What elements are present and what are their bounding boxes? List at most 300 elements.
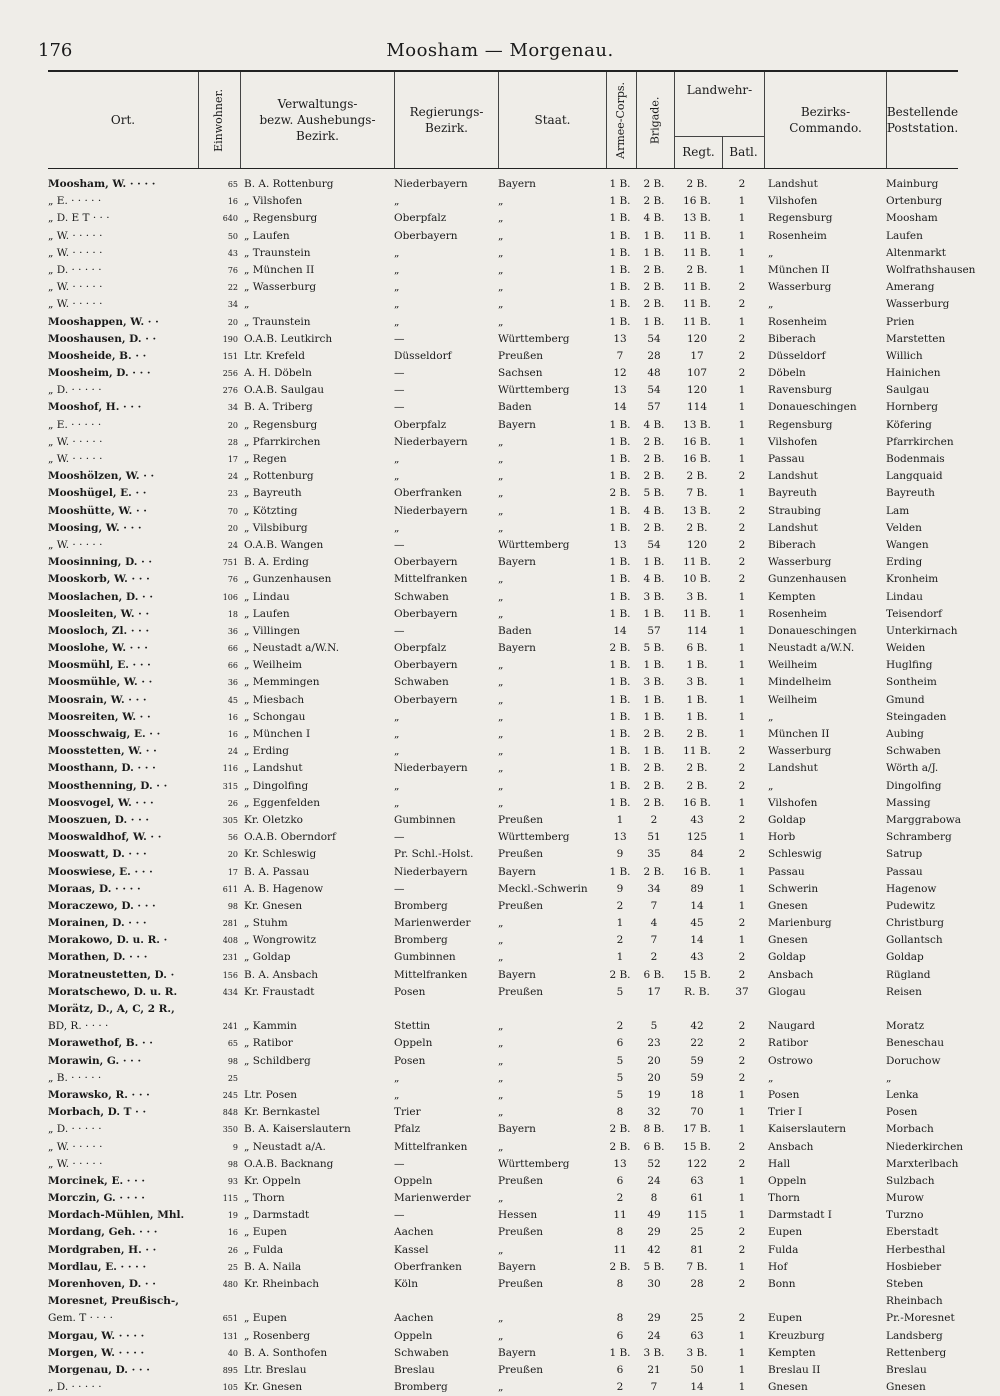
cell-batl: 1 [738,882,746,895]
cell-regt: 13 B. [683,418,711,431]
table-row [48,399,958,416]
cell-reg: Oberbayern [394,556,458,569]
cell-batl: 1 [738,710,746,723]
cell-regt: 2 B. [686,779,708,792]
cell-staat: „ [498,762,504,775]
cell-verw: „ [244,298,250,311]
cell-regt: 16 B. [683,865,711,878]
cell-post: Massing [886,796,931,809]
cell-staat: „ [498,796,504,809]
cell-ew: 70 [227,506,238,516]
cell-reg: — [394,332,405,345]
cell-ew: 116 [222,764,238,774]
cell-bez: Düsseldorf [768,349,826,362]
cell-ak: 13 [613,538,627,551]
cell-post: Steben [886,1278,924,1290]
cell-verw: „ Vilsbiburg [244,521,308,534]
table-row [48,228,958,245]
cell-ak: 2 B. [609,1123,631,1136]
cell-ak: 1 B. [609,659,631,672]
table-row [48,314,958,331]
cell-ak: 13 [613,384,627,397]
cell-ak: 14 [613,624,627,637]
cell-staat: „ [498,246,504,259]
cell-bez: Hof [768,1260,788,1273]
cell-reg: Aachen [394,1312,434,1325]
cell-ak: 8 [616,1312,624,1325]
cell-ort: „ D. · · · · · [48,384,102,397]
cell-verw: „ Eupen [244,1312,287,1325]
cell-regt: 115 [686,1209,708,1222]
table-row [48,520,958,537]
cell-ak: 2 [616,1192,624,1205]
cell-ort: Moosinning, D. · · [48,556,153,569]
cell-brig: 4 B. [643,418,665,431]
cell-ort: Moosing, W. · · · [48,521,142,534]
cell-regt: 7 B. [686,487,708,500]
cell-brig: 4 B. [643,573,665,586]
cell-ort: Moosreiten, W. · · [48,710,151,723]
cell-ort: Moosstetten, W. · · [48,745,157,758]
cell-ew: 34 [227,403,238,413]
cell-regt: 11 B. [683,281,711,294]
cell-regt: 1 B. [686,710,708,723]
cell-verw: „ Villingen [244,624,301,637]
cell-batl: 2 [738,349,746,362]
cell-ort: „ W. · · · · · [48,1140,103,1153]
cell-bez: Goldap [768,813,806,826]
cell-ew: 66 [227,661,238,671]
cell-verw: O.A.B. Saulgau [244,384,324,397]
cell-staat: Bayern [498,178,536,190]
cell-staat: Bayern [498,1123,536,1136]
cell-brig: 5 B. [643,487,665,500]
cell-verw: „ Rottenburg [244,470,314,483]
cell-staat: Preußen [498,349,544,362]
cell-ak: 1 B. [609,573,631,586]
cell-post: Lenka [886,1088,919,1101]
cell-ak: 11 [613,1243,627,1256]
cell-bez: „ [768,298,774,311]
cell-ort: „ W. · · · · · [48,281,103,294]
cell-ew: 480 [222,1280,238,1289]
cell-regt: 11 B. [683,229,711,242]
table-row [48,468,958,485]
cell-reg: „ [394,453,400,465]
cell-bez: „ [768,1071,774,1084]
cell-brig: 29 [647,1312,661,1325]
cell-regt: 114 [686,401,708,414]
cell-verw: B. A. Ansbach [244,968,319,981]
table-row [48,1001,958,1018]
cell-reg: — [394,624,405,637]
cell-post: Mainburg [886,178,939,190]
cell-reg: „ [394,745,400,758]
cell-reg: Aachen [394,1226,434,1239]
cell-ort: Moosheide, B. · · [48,349,147,362]
cell-post: Wolfrathshausen [886,263,976,276]
cell-ew: 848 [222,1108,238,1118]
cell-brig: 42 [647,1243,661,1256]
cell-batl: 1 [738,384,746,397]
cell-post: Hagenow [886,882,937,895]
cell-regt: 2 B. [686,263,708,276]
cell-bez: Vilshofen [768,435,818,448]
cell-ort: Moosmühle, W. · · [48,676,153,689]
cell-regt: 45 [690,917,704,930]
cell-reg: „ [394,779,400,792]
cell-bez: Biberach [768,538,816,551]
cell-verw: „ Wongrowitz [244,934,317,947]
cell-reg: Gumbinnen [394,951,456,964]
cell-ew: 651 [222,1314,238,1324]
cell-bez: Glogau [768,985,806,998]
table-row [48,881,958,898]
cell-batl: 1 [738,418,746,431]
cell-bez: Thorn [768,1192,800,1205]
cell-post: Willich [886,349,923,362]
cell-post: Beneschau [886,1037,944,1050]
cell-ort: Morgenau, D. · · · [48,1363,150,1376]
cell-batl: 1 [738,1123,746,1136]
cell-bez: Bayreuth [768,487,817,500]
cell-brig: 2 B. [643,762,665,775]
table-row [48,709,958,726]
cell-post: Altenmarkt [886,246,946,259]
cell-post: Bayreuth [886,487,935,500]
table-row [48,949,958,966]
cell-verw: Ltr. Posen [244,1088,298,1101]
cell-ort: Moosvogel, W. · · · [48,796,154,809]
cell-brig: 1 B. [643,556,665,569]
cell-ak: 12 [613,367,627,380]
cell-batl: 1 [738,1174,746,1187]
cell-ew: 115 [222,1194,238,1204]
cell-brig: 51 [647,831,661,844]
table-row [48,1259,958,1276]
cell-brig: 54 [647,538,661,551]
cell-ak: 5 [616,1088,624,1101]
table-body [48,176,976,1396]
cell-ak: 1 B. [609,1346,631,1359]
cell-batl: 2 [738,367,746,380]
cell-regt: 122 [686,1157,708,1170]
cell-bez: Gunzenhausen [768,573,847,586]
cell-regt: 18 [690,1088,704,1101]
cell-verw: „ Landshut [244,762,303,775]
cell-ak: 1 B. [609,229,631,242]
cell-verw: „ Eupen [244,1226,287,1239]
table-row [48,193,958,210]
cell-ak: 2 [616,899,624,912]
cell-staat: „ [498,1312,504,1325]
table-row [48,967,958,984]
cell-batl: 1 [738,435,746,448]
cell-post: Huglfing [886,659,933,672]
cell-ort: Moosloch, Zl. · · · [48,624,150,637]
cell-verw: „ Goldap [244,951,291,964]
cell-reg: Posen [394,1054,426,1067]
cell-reg: Köln [394,1278,419,1290]
cell-ort: „ W. · · · · · [48,246,103,259]
cell-ew: 16 [227,197,238,207]
cell-regt: 11 B. [683,315,711,328]
cell-ort: Mordgraben, H. · · [48,1243,157,1256]
cell-ort: Moresnet, Preußisch-, [48,1295,179,1308]
cell-batl: 2 [738,968,746,981]
cell-bez: Gnesen [768,899,808,912]
cell-staat: Preußen [498,899,544,912]
cell-staat: „ [498,1037,504,1050]
cell-regt: 10 B. [683,573,711,586]
cell-batl: 2 [738,745,746,758]
cell-batl: 1 [738,401,746,414]
cell-reg: — [394,384,405,397]
table-row [48,1121,958,1138]
cell-ort: Morakowo, D. u. R. · [48,934,168,947]
cell-verw: Ltr. Breslau [244,1363,307,1376]
table-row [48,365,958,382]
col-ort: Ort. [110,112,136,127]
cell-ew: 241 [222,1022,238,1032]
cell-bez: „ [768,779,774,792]
cell-post: Rettenberg [886,1346,947,1359]
cell-regt: 3 B. [686,1346,708,1359]
cell-ak: 1 B. [609,590,631,603]
col-regierung: Regierungs- Bezirk. [394,72,498,168]
cell-verw: Kr. Rheinbach [244,1278,320,1290]
cell-ew: 256 [222,369,238,379]
cell-verw: B. A. Sonthofen [244,1346,328,1359]
cell-post: Gnesen [886,1381,926,1394]
cell-post: Schramberg [886,831,952,844]
cell-bez: Marienburg [768,917,832,930]
cell-ew: 640 [222,214,238,224]
cell-bez: Vilshofen [768,796,818,809]
cell-batl: 2 [738,1054,746,1067]
cell-ort: Moosrain, W. · · · [48,693,147,706]
cell-ak: 1 B. [609,779,631,792]
table-row [48,1018,958,1035]
cell-ak: 6 [616,1037,624,1050]
cell-verw: O.A.B. Backnang [244,1157,334,1170]
cell-staat: Preußen [498,985,544,998]
cell-ak: 5 [616,1071,624,1084]
cell-regt: 50 [690,1363,704,1376]
cell-batl: 1 [738,831,746,844]
table-row [48,692,958,709]
cell-ew: 26 [227,798,238,808]
cell-staat: „ [498,676,504,689]
cell-brig: 57 [647,624,661,637]
cell-reg: Oberfranken [394,487,462,500]
cell-ew: 45 [227,695,238,705]
cell-regt: 7 B. [686,1260,708,1273]
cell-batl: 1 [738,1088,746,1101]
cell-batl: 1 [738,899,746,912]
table-row [48,537,958,554]
cell-verw: „ Regensburg [244,418,318,431]
cell-post: Hosbieber [886,1260,942,1273]
cell-ort: Morathen, D. · · · [48,951,148,964]
cell-regt: 25 [690,1226,704,1239]
cell-batl: 1 [738,246,746,259]
cell-ew: 36 [227,678,238,688]
cell-batl: 2 [738,1157,746,1170]
cell-reg: — [394,367,405,380]
cell-reg: „ [394,195,400,208]
cell-staat: „ [498,470,504,483]
cell-ak: 8 [616,1226,624,1239]
cell-brig: 1 B. [643,246,665,259]
cell-ak: 1 [616,917,624,930]
cell-bez: Straubing [768,504,822,517]
cell-ew: 18 [227,609,238,619]
cell-reg: Oppeln [394,1329,433,1342]
cell-ew: 231 [222,953,238,963]
cell-post: Pudewitz [886,899,935,912]
cell-bez: Landshut [768,178,818,190]
cell-ort: Mooszuen, D. · · · [48,813,150,826]
cell-post: Rheinbach [886,1295,943,1308]
cell-staat: „ [498,659,504,672]
cell-bez: Passau [768,865,805,878]
cell-reg: Mittelfranken [394,1140,468,1153]
cell-staat: „ [498,1329,504,1342]
cell-reg: — [394,538,405,551]
cell-batl: 2 [738,917,746,930]
cell-regt: 11 B. [683,298,711,311]
cell-post: Satrup [886,848,923,861]
cell-ew: 76 [227,265,238,275]
cell-batl: 2 [738,813,746,826]
cell-staat: Bayern [498,556,536,569]
cell-staat: „ [498,951,504,964]
cell-bez: Hall [768,1157,791,1170]
cell-staat: „ [498,298,504,311]
cell-verw: Ltr. Krefeld [244,349,305,362]
cell-verw: „ Laufen [244,607,290,620]
cell-verw: O.A.B. Wangen [244,538,324,551]
cell-ort: „ W. · · · · · [48,453,103,465]
cell-ak: 1 B. [609,762,631,775]
cell-ort: Moosleiten, W. · · [48,607,150,620]
cell-regt: 42 [690,1020,704,1033]
cell-verw: „ Lindau [244,590,290,603]
cell-batl: 1 [738,229,746,242]
cell-brig: 5 [650,1020,658,1033]
cell-staat: „ [498,435,504,448]
cell-ak: 9 [616,882,624,895]
table-row [48,1242,958,1259]
table-row [48,657,958,674]
cell-post: Herbesthal [886,1243,946,1256]
cell-verw: B. A. Rottenburg [244,178,334,190]
cell-ew: 40 [227,1348,238,1358]
cell-ak: 13 [613,1157,627,1170]
cell-ew: 16 [227,1228,238,1238]
cell-brig: 2 B. [643,453,665,465]
table-row [48,726,958,743]
cell-post: Prien [886,315,915,328]
cell-ak: 1 [616,951,624,964]
cell-bez: Schleswig [768,848,822,861]
table-row [48,812,962,829]
cell-reg: Niederbayern [394,865,468,878]
cell-batl: 2 [738,1312,746,1325]
col-landwehr: Landwehr- [674,72,764,168]
cell-ew: 34 [227,300,238,310]
cell-verw: „ Miesbach [244,693,305,706]
cell-ak: 11 [613,1209,627,1222]
cell-post: Hainichen [886,367,941,380]
cell-ak: 13 [613,831,627,844]
cell-post: Teisendorf [886,607,943,620]
table-row [48,571,958,588]
cell-verw: „ Neustadt a/W.N. [244,642,340,655]
cell-regt: 14 [690,934,704,947]
cell-batl: 1 [738,934,746,947]
cell-brig: 2 B. [643,263,665,276]
cell-batl: 2 [738,504,746,517]
cell-brig: 2 B. [643,865,665,878]
cell-post: Aubing [886,728,924,740]
cell-post: Morbach [886,1123,934,1136]
cell-staat: „ [498,263,504,276]
cell-ort: BD, R. · · · · [48,1020,109,1033]
cell-post: Niederkirchen [886,1140,964,1153]
cell-batl: 2 [738,470,746,483]
col-einwohner-label: Einwohner. [212,88,226,152]
table-row [48,331,958,348]
cell-verw: „ Kammin [244,1020,297,1033]
cell-ak: 1 B. [609,556,631,569]
cell-regt: 81 [690,1243,704,1256]
cell-brig: 24 [647,1174,661,1187]
cell-brig: 8 [650,1192,658,1205]
cell-reg: „ [394,710,400,723]
cell-regt: 6 B. [686,642,708,655]
cell-ew: 350 [222,1125,238,1135]
cell-ak: 2 B. [609,1260,631,1273]
cell-ak: 14 [613,401,627,414]
cell-verw: „ Erding [244,745,290,758]
cell-ew: 20 [227,523,238,533]
cell-staat: „ [498,1192,504,1205]
cell-ew: 56 [227,833,238,843]
table-row [48,1207,958,1224]
cell-brig: 4 B. [643,212,665,225]
cell-ak: 1 B. [609,728,631,740]
table-row [48,915,958,932]
cell-ew: 156 [222,970,238,980]
cell-post: Marggrabowa [886,813,962,826]
cell-regt: 13 B. [683,504,711,517]
cell-staat: Meckl.-Schwerin [498,882,588,895]
cell-bez: Wasserburg [768,745,832,758]
cell-staat: „ [498,1106,504,1119]
cell-staat: Bayern [498,1346,536,1359]
cell-staat: Württemberg [498,1157,570,1170]
col-regt: Regt. [674,136,722,168]
cell-reg: Schwaben [394,1346,449,1359]
table-row [48,210,958,227]
cell-regt: 61 [690,1192,704,1205]
cell-reg: Bromberg [394,1381,448,1394]
cell-regt: 120 [686,538,708,551]
cell-batl: 1 [738,1209,746,1222]
cell-reg: Mittelfranken [394,968,468,981]
